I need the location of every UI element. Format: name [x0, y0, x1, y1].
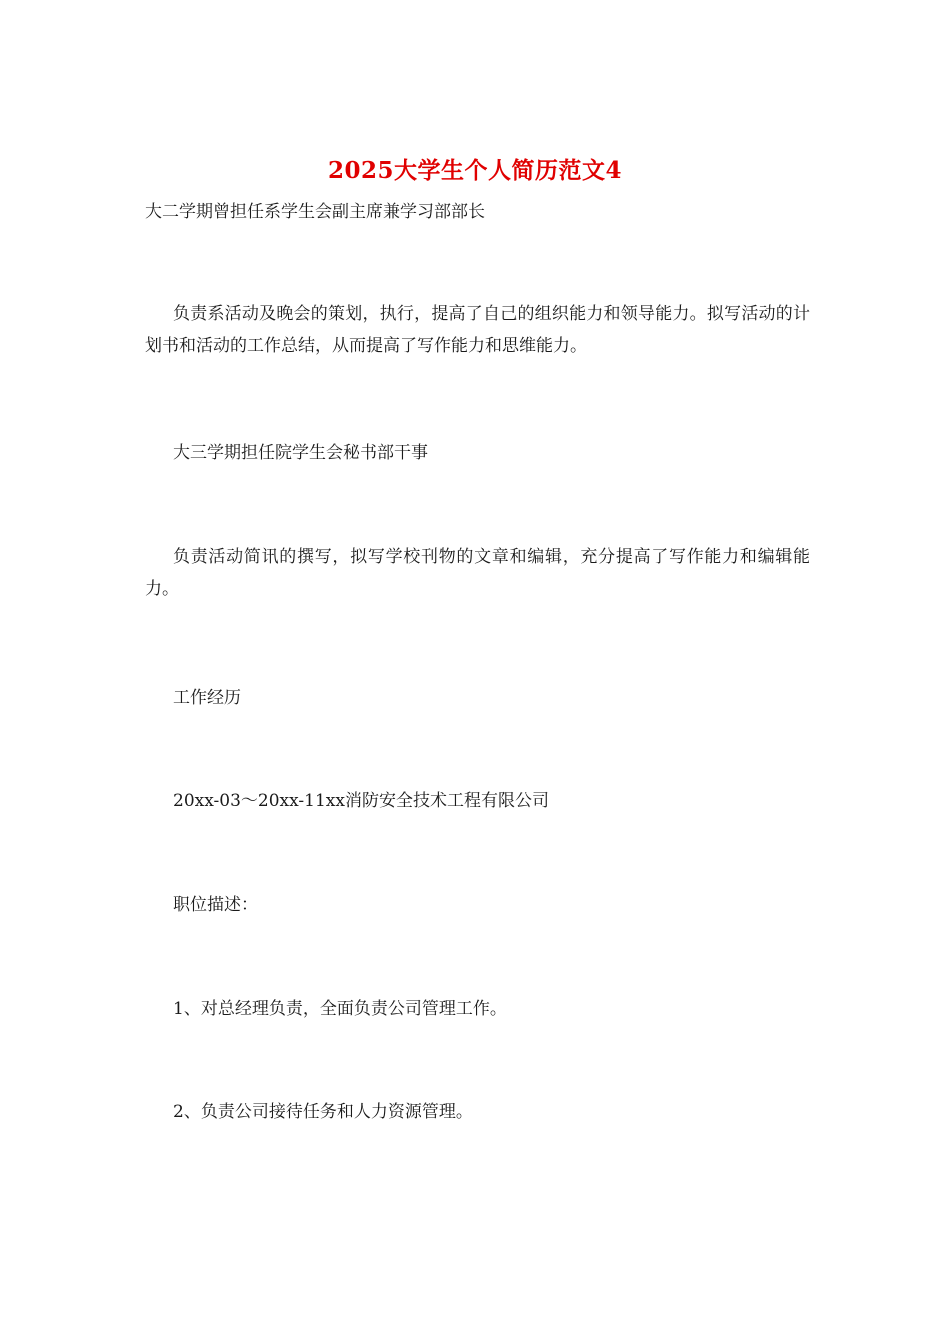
paragraph-activity-planning: 负责系活动及晚会的策划，执行，提高了自己的组织能力和领导能力。拟写活动的计划书和活动的工作总结，从而提高了写作能力和思维能力。 — [145, 304, 810, 356]
list-item-duty-2: 2、负责公司接待任务和人力资源管理。 — [173, 1102, 473, 1122]
document-title: 2025大学生个人简历范文4 — [327, 157, 623, 184]
text-line-employment-period: 20xx-03～20xx-11xx消防安全技术工程有限公司 — [173, 791, 549, 811]
section-heading-work-experience: 工作经历 — [173, 688, 241, 708]
text-line-job-description-label: 职位描述： — [173, 895, 258, 915]
text-line-secretary-department: 大三学期担任院学生会秘书部干事 — [173, 443, 428, 463]
text-line-student-union-vice-chair: 大二学期曾担任系学生会副主席兼学习部部长 — [145, 202, 485, 222]
paragraph-news-writing: 负责活动简讯的撰写，拟写学校刊物的文章和编辑，充分提高了写作能力和编辑能力。 — [145, 547, 810, 599]
list-item-duty-1: 1、对总经理负责，全面负责公司管理工作。 — [173, 999, 507, 1019]
